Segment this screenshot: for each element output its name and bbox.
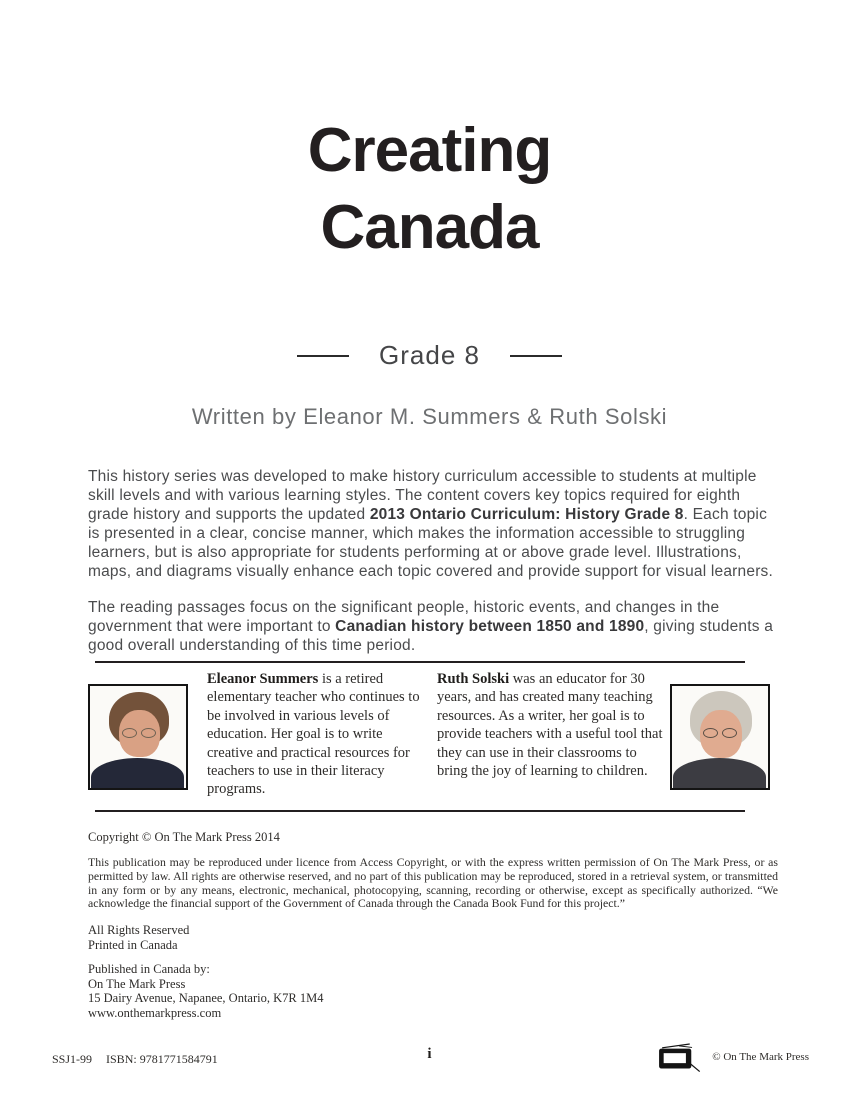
grade-dash-right bbox=[510, 355, 562, 357]
isbn: ISBN: 9781771584791 bbox=[106, 1052, 218, 1066]
rights-block bbox=[88, 923, 189, 952]
author-bio-text: is a retired elementary teacher who continues to be involved in various levels of education. Her goal is to write creative and practical resources for teachers to use in their literacy programs. bbox=[207, 671, 420, 798]
author-bio-eleanor-summers bbox=[207, 670, 430, 799]
portrait-glasses bbox=[122, 728, 156, 738]
intro-p2-bold: Canadian history between 1850 and 1890 bbox=[335, 618, 645, 635]
book-title-line2: Canada bbox=[320, 193, 539, 262]
footer-credit: © On The Mark Press bbox=[712, 1051, 809, 1063]
book-title-line1: Creating bbox=[307, 116, 552, 185]
publisher-block bbox=[88, 962, 323, 1020]
author-photo-eleanor-summers bbox=[88, 684, 188, 790]
author-section-rule-bottom bbox=[95, 810, 745, 812]
publisher-address: 15 Dairy Avenue, Napanee, Ontario, K7R 1M4 bbox=[88, 991, 324, 1006]
author-bio-ruth-solski bbox=[437, 670, 667, 780]
intro-p1-pre: This history series was developed to make history curriculum accessible to students at multiple skill levels and with various learning styles. The content covers key topics required for eighth grade history and supports the updated bbox=[88, 468, 757, 523]
publisher-line-2: On The Mark Press bbox=[88, 976, 186, 991]
portrait-shoulders bbox=[673, 758, 766, 790]
author-bio-text: was an educator for 30 years, and has created many teaching resources. As a writer, her goal is to provide teachers with a useful tool that they can use in their classrooms to bring the joy of learning to children. bbox=[437, 671, 663, 780]
grade-row bbox=[0, 340, 859, 371]
footer-right bbox=[656, 1040, 809, 1074]
byline: Written by Eleanor M. Summers & Ruth Solski bbox=[191, 404, 668, 429]
grade-dash-left bbox=[297, 355, 349, 357]
rights-line-2: Printed in Canada bbox=[88, 937, 178, 952]
author-photo-ruth-solski bbox=[670, 684, 770, 790]
portrait-glasses bbox=[703, 728, 737, 738]
product-code: SSJ1-99 bbox=[52, 1052, 93, 1066]
author-name: Ruth Solski bbox=[437, 671, 510, 687]
intro-p2-pre: The reading passages focus on the significant people, historic events, and changes in the government that were important to bbox=[88, 599, 720, 635]
intro-p2-post: , giving students a good overall understanding of this time period. bbox=[88, 618, 774, 654]
page-number: i bbox=[427, 1046, 432, 1062]
intro-text bbox=[88, 467, 782, 655]
intro-p1-bold: 2013 Ontario Curriculum: History Grade 8 bbox=[369, 506, 684, 523]
publisher-line-1: Published in Canada by: bbox=[88, 962, 210, 976]
rights-line-1: All Rights Reserved bbox=[88, 923, 190, 937]
author-section-rule-top bbox=[95, 661, 745, 663]
grade-label: Grade 8 bbox=[379, 340, 480, 370]
intro-p1-post: . Each topic is presented in a clear, concise manner, which makes the information accessible to struggling learners, but is also appropriate for students performing at or above grade level. Illustrations, maps, and diagrams visually enhance each topic covered and provide support for visual learners. bbox=[88, 506, 774, 580]
legal-text: This publication may be reproduced under licence from Access Copyright, or with the express written permission of On The Mark Press, or as permitted by law. All rights are otherwise reserved, and no part of this publication may be reproduced, stored in a retrieval system, or transmitted in any form or by any means, electronic, mechanical, photocopying, scanning, recording or otherwise, except as specifically authorized. “We acknowledge the financial support of the Government of Canada through the Canada Book Fund for this project.” bbox=[88, 855, 778, 911]
intro-paragraph-1 bbox=[88, 467, 782, 581]
publisher-website: www.onthemarkpress.com bbox=[88, 1005, 222, 1020]
book-title bbox=[0, 112, 859, 266]
intro-paragraph-2 bbox=[88, 598, 782, 655]
portrait-shoulders bbox=[91, 758, 184, 790]
author-name: Eleanor Summers bbox=[207, 671, 319, 687]
copyright-line: Copyright © On The Mark Press 2014 bbox=[88, 830, 280, 844]
photocopier-icon bbox=[656, 1040, 702, 1074]
